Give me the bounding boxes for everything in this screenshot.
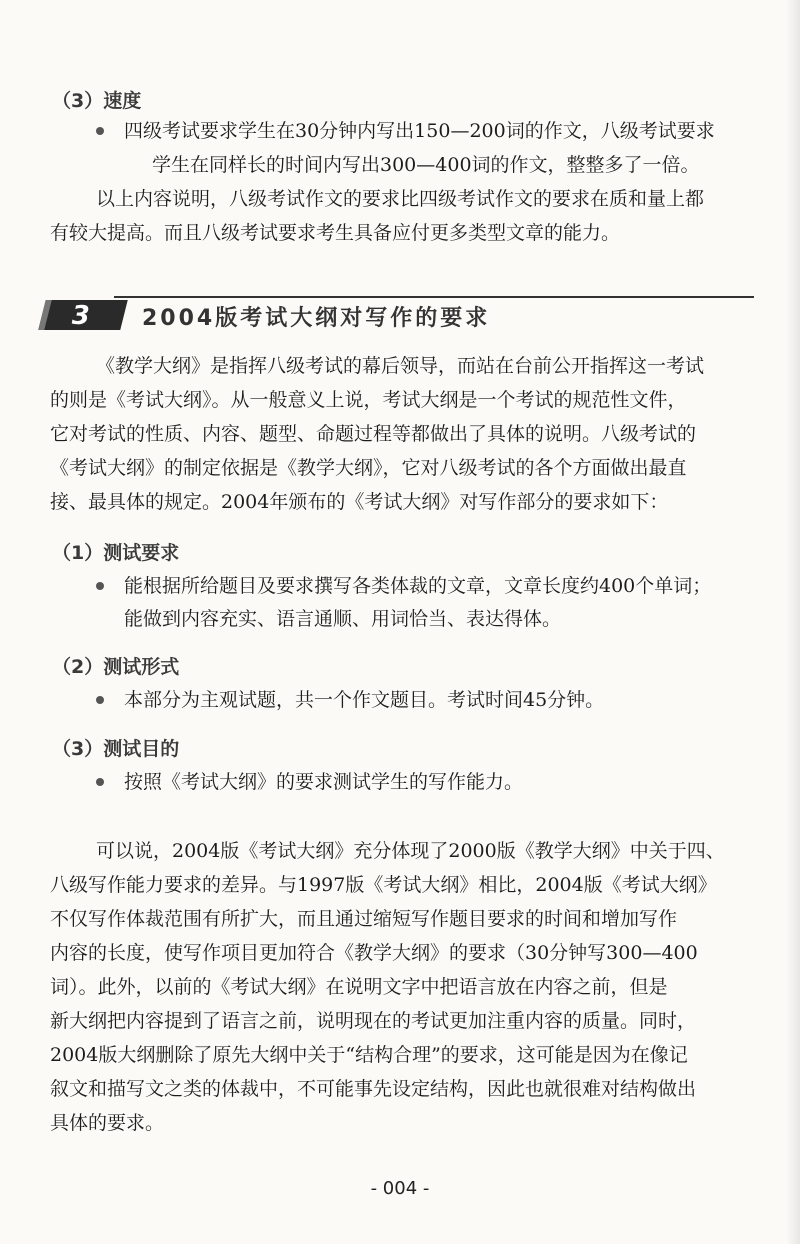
closing-line-6: 新大纲把内容提到了语言之前，说明现在的考试更加注重内容的质量。同时， (50, 1010, 697, 1032)
bullet-dot (96, 778, 104, 786)
closing-line-3: 不仅写作体裁范围有所扩大，而且通过缩短写作题目要求的时间和增加写作 (50, 908, 678, 930)
closing-line-2: 八级写作能力要求的差异。与1997版《考试大纲》相比，2004版《考试大纲》 (50, 874, 717, 896)
intro-line-5: 接、最具体的规定。2004年颁布的《考试大纲》对写作部分的要求如下： (50, 491, 669, 513)
closing-line-8: 叙文和描写文之类的体裁中，不可能事先设定结构，因此也就很难对结构做出 (50, 1078, 697, 1100)
test-format-line: 本部分为主观试题，共一个作文题目。考试时间45分钟。 (124, 689, 605, 711)
intro-line-1: 《教学大纲》是指挥八级考试的幕后领导，而站在台前公开指挥这一考试 (96, 355, 705, 377)
closing-line-4: 内容的长度，使写作项目更加符合《教学大纲》的要求（30分钟写300—400 (50, 942, 698, 964)
intro-line-2: 的则是《考试大纲》。从一般意义上说，考试大纲是一个考试的规范性文件， (50, 389, 687, 411)
conclusion-line-1: 以上内容说明，八级考试作文的要求比四级考试作文的要求在质和量上都 (96, 188, 705, 210)
test-purpose-heading: （3）测试目的 (52, 738, 180, 760)
closing-line-9: 具体的要求。 (50, 1112, 165, 1134)
bullet-dot (96, 696, 104, 704)
section-title: 2004版考试大纲对写作的要求 (142, 306, 491, 331)
test-requirements-line-2: 能做到内容充实、语言通顺、用词恰当、表达得体。 (124, 608, 562, 630)
section-number-badge (38, 300, 127, 330)
bullet-dot (96, 582, 104, 590)
page-number: - 004 - (370, 1178, 430, 1199)
intro-line-3: 它对考试的性质、内容、题型、命题过程等都做出了具体的说明。八级考试的 (50, 423, 697, 445)
closing-line-1: 可以说，2004版《考试大纲》充分体现了2000版《教学大纲》中关于四、 (96, 840, 725, 862)
conclusion-line-2: 有较大提高。而且八级考试要求考生具备应付更多类型文章的能力。 (50, 222, 621, 244)
closing-line-5: 词）。此外，以前的《考试大纲》在说明文字中把语言放在内容之前，但是 (50, 976, 668, 998)
page-edge-shadow (786, 0, 800, 1244)
test-purpose-line: 按照《考试大纲》的要求测试学生的写作能力。 (124, 771, 524, 793)
section-number: 3 (71, 301, 90, 331)
speed-heading: （3）速度 (52, 90, 142, 112)
test-requirements-heading: （1）测试要求 (52, 542, 180, 564)
test-format-heading: （2）测试形式 (52, 656, 180, 678)
closing-line-7: 2004版大纲删除了原先大纲中关于“结构合理”的要求，这可能是因为在像记 (50, 1044, 688, 1066)
test-requirements-line-1: 能根据所给题目及要求撰写各类体裁的文章，文章长度约400个单词； (124, 575, 712, 597)
bullet-dot (96, 127, 104, 135)
speed-bullet-line-1: 四级考试要求学生在30分钟内写出150—200词的作文，八级考试要求 (124, 120, 715, 142)
section-header (42, 296, 758, 332)
section-rule (114, 296, 754, 298)
intro-line-4: 《考试大纲》的制定依据是《教学大纲》，它对八级考试的各个方面做出最直 (50, 457, 687, 479)
speed-bullet-line-2: 学生在同样长的时间内写出300—400词的作文，整整多了一倍。 (152, 154, 700, 176)
